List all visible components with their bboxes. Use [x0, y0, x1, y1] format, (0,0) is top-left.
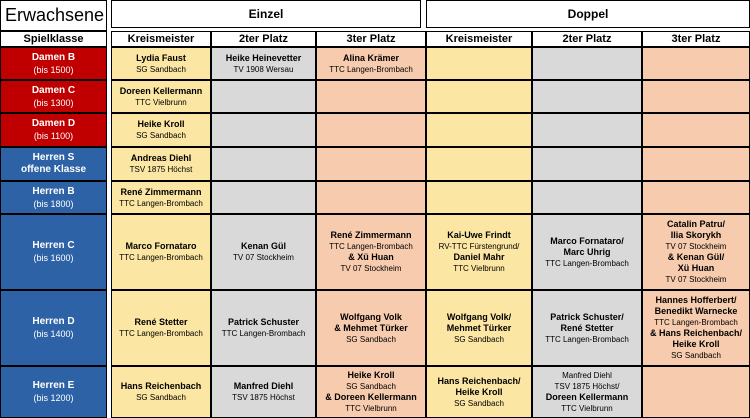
- player-name: Patrick Schuster/: [550, 311, 624, 322]
- result-cell-doppel-2ter-platz: [532, 214, 642, 290]
- player-name: Heike Kroll: [137, 119, 185, 129]
- result-cell-einzel-2ter-platz: [211, 80, 316, 113]
- result-cell-doppel-kreismeister: [426, 181, 532, 214]
- club-name: TTC Langen-Brombach: [329, 242, 413, 251]
- result-cell-doppel-3ter-platz: [642, 366, 750, 418]
- player-name: René Stetter: [134, 317, 188, 327]
- player-name: Heike Kroll: [455, 386, 503, 397]
- player-name: Daniel Mahr: [453, 252, 505, 262]
- result-cell-doppel-2ter-platz: [532, 113, 642, 147]
- player-name: Marco Fornataro: [125, 241, 197, 251]
- result-cell-doppel-3ter-platz: [642, 181, 750, 214]
- player-name: Doreen Kellermann: [119, 85, 203, 96]
- club-name: TTC Langen-Brombach: [119, 329, 203, 338]
- category-range: offene Klasse: [20, 164, 87, 175]
- category-name: Damen C: [31, 84, 76, 96]
- category-name: Herren E: [32, 380, 75, 391]
- club-name: TSV 1875 Höchst/: [554, 382, 620, 391]
- result-cell-doppel-2ter-platz: [532, 290, 642, 366]
- category-herren-s: [0, 147, 107, 181]
- player-name: & Doreen Kellermann: [325, 392, 417, 402]
- result-cell-doppel-3ter-platz: [642, 47, 750, 80]
- spielklasse-header: Spielklasse: [0, 31, 107, 47]
- column-header-einzel-2ter-platz: 2ter Platz: [211, 31, 316, 47]
- club-name: RV-TTC Fürstengrund/: [438, 242, 520, 251]
- result-cell-einzel-2ter-platz: [211, 181, 316, 214]
- club-name: SG Sandbach: [136, 64, 186, 74]
- category-herren-b: [0, 181, 107, 214]
- player-name: Wolfgang Volk: [340, 311, 402, 322]
- player-name: Doreen Kellermann: [545, 392, 629, 402]
- result-cell-doppel-2ter-platz: [532, 181, 642, 214]
- category-range: (bis 1800): [33, 198, 74, 209]
- result-cell-einzel-2ter-platz: [211, 113, 316, 147]
- player-name: Marc Uhrig: [563, 246, 611, 257]
- player-name: & Xü Huan: [348, 252, 394, 262]
- category-herren-e: [0, 366, 107, 418]
- category-name: Damen D: [31, 118, 76, 129]
- result-cell-einzel-2ter-platz: [211, 290, 316, 366]
- club-name: SG Sandbach: [671, 351, 721, 360]
- category-damen-c: [0, 80, 107, 113]
- club-name: TTC Langen-Brombach: [221, 329, 306, 338]
- player-name: Patrick Schuster: [227, 317, 300, 327]
- club-name: TSV 1875 Höchst: [129, 165, 193, 174]
- result-cell-einzel-3ter-platz: [316, 366, 426, 418]
- result-cell-einzel-3ter-platz: [316, 214, 426, 290]
- player-name: Hans Reichenbach/: [437, 375, 521, 386]
- club-name: TTC Vielbrunn: [453, 264, 505, 273]
- club-name: TSV 1875 Höchst: [232, 393, 295, 402]
- category-range: (bis 1400): [33, 329, 74, 339]
- result-cell-einzel-3ter-platz: [316, 147, 426, 181]
- result-cell-einzel-2ter-platz: [211, 147, 316, 181]
- club-name: TV 07 Stockheim: [233, 253, 294, 262]
- result-cell-doppel-2ter-platz: [532, 147, 642, 181]
- player-name: Andreas Diehl: [130, 153, 192, 163]
- result-cell-doppel-2ter-platz: [532, 366, 642, 418]
- category-herren-d: [0, 290, 107, 366]
- club-name: TTC Langen-Brombach: [329, 64, 413, 74]
- club-name: SG Sandbach: [346, 382, 396, 391]
- club-name: SG Sandbach: [454, 398, 504, 408]
- club-name: TTC Langen-Brombach: [119, 253, 203, 262]
- result-cell-doppel-3ter-platz: [642, 147, 750, 181]
- club-name: SG Sandbach: [346, 334, 396, 344]
- club-name: SG Sandbach: [136, 393, 186, 402]
- player-name: René Zimmermann: [330, 230, 412, 240]
- result-cell-einzel-kreismeister: [111, 181, 211, 214]
- player-name: Heike Kroll: [347, 370, 395, 380]
- result-cell-einzel-kreismeister: [111, 80, 211, 113]
- category-name: Herren D: [32, 316, 75, 327]
- club-name: TTC Langen-Brombach: [545, 334, 629, 344]
- player-name: Kai-Uwe Frindt: [447, 230, 511, 240]
- column-header-doppel-kreismeister: Kreismeister: [426, 31, 532, 47]
- result-cell-einzel-kreismeister: [111, 366, 211, 418]
- section-doppel-header: Doppel: [426, 0, 750, 28]
- result-cell-doppel-kreismeister: [426, 113, 532, 147]
- club-name: TV 07 Stockheim: [665, 275, 727, 284]
- category-range: (bis 1600): [33, 253, 74, 263]
- club-name: TV 1908 Wersau: [233, 64, 294, 74]
- result-cell-einzel-3ter-platz: [316, 290, 426, 366]
- club-name: TTC Vielbrunn: [135, 97, 187, 107]
- player-name: Lydia Faust: [136, 52, 186, 63]
- player-name: & Hans Reichenbach/: [649, 328, 743, 338]
- club-name: TTC Vielbrunn: [345, 404, 397, 413]
- category-herren-c: [0, 214, 107, 290]
- result-cell-doppel-kreismeister: [426, 47, 532, 80]
- category-name: Herren S: [32, 152, 75, 163]
- result-cell-einzel-kreismeister: [111, 147, 211, 181]
- player-name: Alina Krämer: [342, 52, 400, 63]
- club-name: TTC Langen-Brombach: [545, 258, 629, 268]
- result-cell-einzel-2ter-platz: [211, 47, 316, 80]
- category-range: (bis 1200): [33, 393, 74, 403]
- player-name: Xü Huan: [677, 263, 715, 273]
- result-cell-doppel-kreismeister: [426, 80, 532, 113]
- result-cell-doppel-3ter-platz: [642, 214, 750, 290]
- section-einzel-header: Einzel: [111, 0, 421, 28]
- player-name: Benedikt Warnecke: [654, 306, 738, 316]
- category-damen-d: [0, 113, 107, 147]
- player-name: Heike Heinevetter: [225, 52, 302, 63]
- player-name: René Zimmermann: [120, 186, 202, 197]
- player-name: Mehmet Türker: [446, 322, 512, 333]
- category-range: (bis 1100): [33, 131, 74, 141]
- result-cell-einzel-kreismeister: [111, 290, 211, 366]
- player-name: Ilia Skorykh: [670, 230, 722, 240]
- player-name: & Mehmet Türker: [334, 322, 408, 333]
- result-cell-doppel-kreismeister: [426, 147, 532, 181]
- result-cell-einzel-3ter-platz: [316, 113, 426, 147]
- result-cell-doppel-2ter-platz: [532, 47, 642, 80]
- player-name: Wolfgang Volk/: [446, 311, 512, 322]
- player-name: & Kenan Gül/: [667, 252, 725, 262]
- result-cell-doppel-3ter-platz: [642, 290, 750, 366]
- player-name: Hannes Hofferbert/: [655, 295, 737, 305]
- player-name: Manfred Diehl: [233, 381, 294, 391]
- category-name: Herren B: [32, 185, 75, 197]
- category-range: (bis 1500): [33, 64, 74, 75]
- club-name: SG Sandbach: [136, 131, 186, 140]
- club-name: TTC Langen-Brombach: [119, 198, 203, 208]
- player-name: René Stetter: [560, 322, 614, 333]
- column-header-einzel-3ter-platz: 3ter Platz: [316, 31, 426, 47]
- result-cell-doppel-3ter-platz: [642, 80, 750, 113]
- result-cell-einzel-2ter-platz: [211, 366, 316, 418]
- result-cell-einzel-3ter-platz: [316, 47, 426, 80]
- club-name: TTC Langen-Brombach: [654, 318, 738, 327]
- result-cell-doppel-kreismeister: [426, 366, 532, 418]
- result-cell-einzel-3ter-platz: [316, 181, 426, 214]
- result-cell-einzel-kreismeister: [111, 47, 211, 80]
- player-name: Kenan Gül: [240, 241, 286, 251]
- club-name: TV 07 Stockheim: [665, 242, 727, 251]
- page-title: Erwachsene: [0, 0, 107, 31]
- player-name: Marco Fornataro/: [550, 235, 624, 246]
- club-name: Manfred Diehl: [562, 371, 612, 380]
- result-cell-einzel-2ter-platz: [211, 214, 316, 290]
- club-name: TV 07 Stockheim: [340, 264, 402, 273]
- player-name: Catalin Patru/: [666, 219, 725, 229]
- column-header-doppel-2ter-platz: 2ter Platz: [532, 31, 642, 47]
- result-cell-doppel-kreismeister: [426, 290, 532, 366]
- category-name: Damen B: [31, 51, 76, 63]
- player-name: Heike Kroll: [672, 339, 720, 349]
- result-cell-doppel-2ter-platz: [532, 80, 642, 113]
- club-name: TTC Vielbrunn: [561, 404, 613, 413]
- result-cell-doppel-3ter-platz: [642, 113, 750, 147]
- result-cell-einzel-kreismeister: [111, 113, 211, 147]
- player-name: Hans Reichenbach: [120, 381, 202, 391]
- category-damen-b: [0, 47, 107, 80]
- column-header-doppel-3ter-platz: 3ter Platz: [642, 31, 750, 47]
- club-name: SG Sandbach: [454, 334, 504, 344]
- category-name: Herren C: [32, 240, 75, 251]
- category-range: (bis 1300): [33, 97, 74, 108]
- result-cell-einzel-kreismeister: [111, 214, 211, 290]
- result-cell-einzel-3ter-platz: [316, 80, 426, 113]
- column-header-einzel-kreismeister: Kreismeister: [111, 31, 211, 47]
- result-cell-doppel-kreismeister: [426, 214, 532, 290]
